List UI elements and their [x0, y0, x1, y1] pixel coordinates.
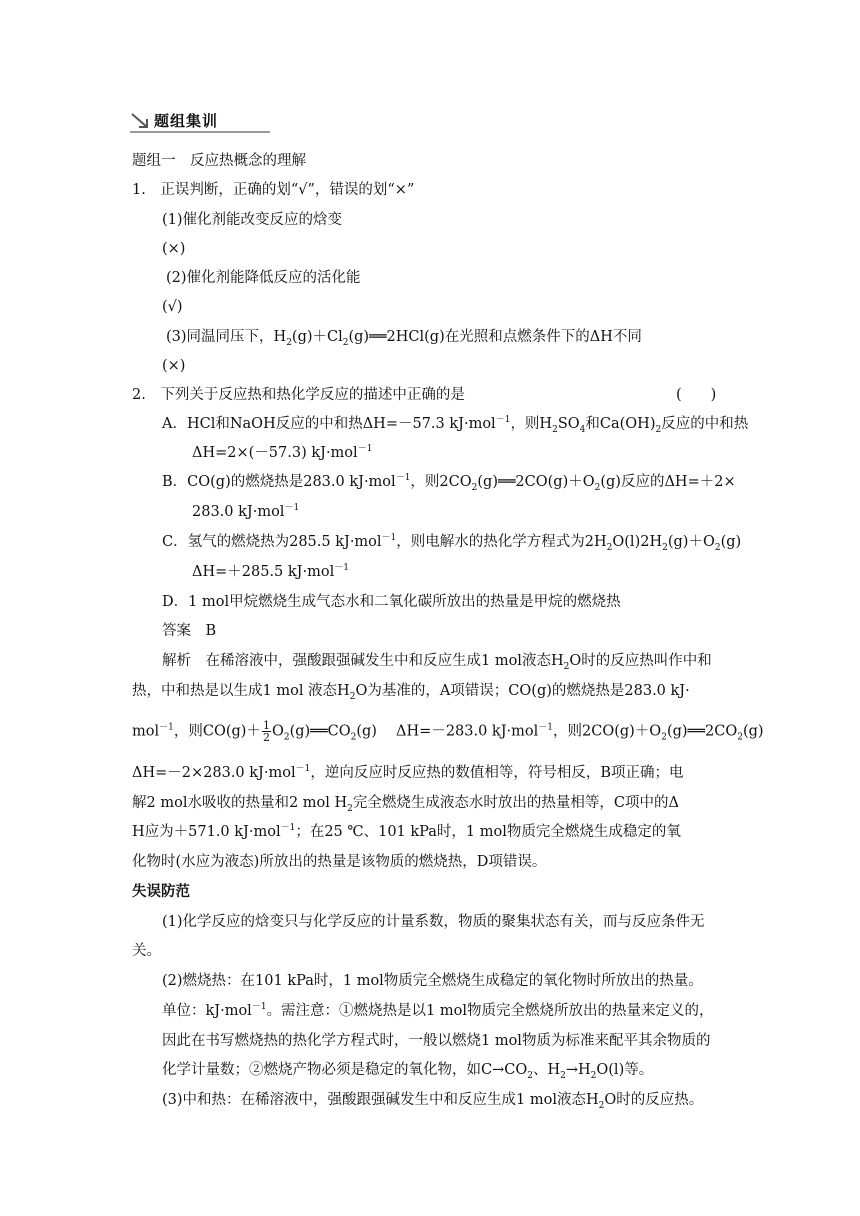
text-run: (3)同温同压下，H: [166, 329, 287, 345]
text-run: O(l)等。: [596, 1062, 654, 1078]
text-run: 、H: [532, 1062, 561, 1078]
text-run: ΔH=－2×283.0 kJ·mol: [132, 765, 296, 781]
answer-blank: ( ): [676, 387, 717, 403]
subscript: 2: [349, 691, 356, 702]
text-run: (g)══2CO: [666, 723, 738, 740]
q1-answer-1: (×): [162, 241, 186, 257]
text-run: ，逆向反应时反应热的数值相等，符号相反，B项正确；电: [310, 765, 684, 781]
superscript: －1: [159, 722, 174, 733]
subscript: 2: [661, 732, 667, 743]
text-run: 解2 mol水吸收的热量和2 mol H: [132, 795, 348, 811]
section-title: 题组集训: [154, 112, 219, 130]
text-run: (3)中和热：在稀溶液中，强酸跟强碱发生中和反应生成1 mol液态H: [162, 1092, 599, 1108]
text-run: (g)反应的ΔH=＋2×: [600, 474, 736, 490]
text-run: ，则CO(g)＋: [173, 723, 261, 740]
superscript: －1: [495, 415, 511, 426]
explanation-line-1: [162, 651, 712, 671]
subscript: 2: [350, 732, 357, 743]
text-run: 。需注意：①燃烧热是以1 mol物质完全燃烧所放出的热量来定义的，: [266, 1003, 714, 1019]
caution-p2-line-1: (2)燃烧热：在101 kPa时，1 mol物质完全燃烧生成稳定的氧化物时所放出的热量。: [162, 973, 703, 989]
explanation-line-2: [132, 681, 690, 701]
superscript: －1: [538, 722, 553, 733]
arrow-icon: [130, 112, 150, 130]
text-run: ，则2CO(g)＋O: [553, 723, 662, 740]
subscript: 2: [527, 1070, 533, 1081]
text-run: 热，中和热是以生成1 mol 液态H: [132, 683, 350, 699]
caution-title: 失误防范: [132, 884, 190, 900]
subscript: 2: [342, 337, 349, 348]
text-run: →H: [565, 1062, 591, 1078]
superscript: －1: [284, 503, 300, 514]
subscript: 2: [594, 482, 601, 493]
text-run: 化学计量数；②燃烧产物必须是稳定的氧化物，如C→CO: [162, 1062, 528, 1078]
caution-p2-line-4: [162, 1060, 653, 1080]
text-run: C．氢气的燃烧热为285.5 kJ·mol: [162, 534, 382, 550]
q1-stem: 1. 正误判断，正确的划“√”，错误的划“×”: [132, 182, 415, 198]
subscript: 2: [662, 542, 668, 553]
text-run: 283.0 kJ·mol: [192, 504, 285, 520]
text-run: (g): [720, 534, 742, 550]
text-run: O时的反应热。: [604, 1092, 704, 1108]
text-run: 反应的中和热: [661, 416, 749, 432]
text-run: O为基准的，A项错误；CO(g)的燃烧热是283.0 kJ·: [355, 683, 690, 699]
text-run: (g)＋O: [667, 534, 715, 550]
q1-item-1: (1)催化剂能改变反应的焓变: [162, 212, 343, 228]
text-run: B．CO(g)的燃烧热是283.0 kJ·mol: [162, 474, 396, 490]
superscript: －1: [334, 563, 349, 574]
text-run: (g): [742, 723, 764, 740]
text-run: (g)══2CO(g)＋O: [477, 474, 595, 490]
subscript: 2: [347, 803, 353, 814]
fraction-one-half: $\frac{1}{2}$: [262, 719, 270, 744]
q1-item-2: (2)催化剂能降低反应的活化能: [166, 270, 361, 286]
text-run: 和Ca(OH): [585, 416, 656, 432]
text-run: H应为＋571.0 kJ·mol: [132, 824, 281, 840]
option-b-line-2: [192, 502, 299, 522]
q1-answer-2: (√): [162, 299, 183, 315]
option-a-line-1: [162, 414, 748, 434]
superscript: －1: [295, 764, 311, 775]
text-run: (g)══2HCl(g)在光照和点燃条件下的ΔH不同: [348, 329, 642, 345]
text-run: mol: [132, 723, 160, 740]
text-run: 单位：kJ·mol: [162, 1003, 252, 1019]
subscript: 2: [283, 732, 290, 743]
text-run: SO: [557, 416, 580, 432]
text-run: (g)══CO: [289, 723, 351, 740]
q1-answer-3: (×): [162, 358, 186, 374]
subscript: 2: [737, 732, 743, 743]
section-rule: [130, 131, 270, 133]
text-run: O: [271, 723, 284, 740]
q1-item-3: [166, 327, 642, 347]
text-run: A．HCl和NaOH反应的中和热ΔH=－57.3 kJ·mol: [162, 416, 496, 432]
subscript: 2: [655, 424, 662, 435]
text-run: ，则2CO: [410, 474, 472, 490]
q2-stem: 2. 下列关于反应热和热化学反应的描述中正确的是: [132, 387, 465, 403]
option-b-line-1: [162, 472, 736, 492]
superscript: －1: [381, 533, 397, 544]
text-run: O(l)2H: [612, 534, 663, 550]
superscript: －1: [280, 823, 296, 834]
caution-p2-line-3: 因此在书写燃烧热的热化学方程式时，一般以燃烧1 mol物质为标准来配平其余物质的: [162, 1033, 711, 1049]
explanation-line-4: [132, 763, 683, 783]
caution-p1-line-2: 关。: [132, 943, 161, 959]
subscript: 2: [286, 337, 292, 348]
group-title: 题组一 反应热概念的理解: [132, 153, 306, 169]
text-run: ，则电解水的热化学方程式为2H: [396, 534, 607, 550]
subscript: 2: [552, 424, 558, 435]
text-run: (g) ΔH=－283.0 kJ·mol: [356, 723, 539, 740]
explanation-line-6: [132, 822, 681, 842]
subscript: 2: [590, 1070, 597, 1081]
option-d: D．1 mol甲烷燃烧生成气态水和二氧化碳所放出的热量是甲烷的燃烧热: [162, 594, 621, 610]
option-c-line-1: [162, 532, 741, 552]
subscript: 2: [560, 1070, 566, 1081]
subscript: 2: [714, 542, 721, 553]
subscript: 2: [471, 482, 478, 493]
subscript: 2: [598, 1100, 605, 1111]
superscript: －1: [357, 444, 373, 455]
subscript: 4: [579, 424, 586, 435]
explanation-line-5: [132, 793, 679, 813]
text-run: O时的反应热叫作中和: [569, 653, 712, 669]
caution-p3-line-1: [162, 1090, 703, 1110]
text-run: ΔH=2×(－57.3) kJ·mol: [192, 445, 358, 461]
option-c-line-2: [192, 562, 349, 582]
superscript: －1: [395, 473, 411, 484]
answer: 答案 B: [162, 623, 217, 639]
subscript: 2: [606, 542, 613, 553]
explanation-line-7: 化物时(水应为液态)所放出的热量是该物质的燃烧热，D项错误。: [132, 854, 547, 870]
superscript: －1: [251, 1002, 267, 1013]
caution-p1-line-1: (1)化学反应的焓变只与化学反应的计量系数，物质的聚集状态有关，而与反应条件无: [162, 914, 705, 930]
text-run: 完全燃烧生成液态水时放出的热量相等，C项中的Δ: [352, 795, 679, 811]
subscript: 2: [563, 661, 570, 672]
text-run: 解析 在稀溶液中，强酸跟强碱发生中和反应生成1 mol液态H: [162, 653, 564, 669]
explanation-line-3: [132, 720, 764, 743]
text-run: ；在25 ℃、101 kPa时，1 mol物质完全燃烧生成稳定的氧: [295, 824, 681, 840]
text-run: ，则H: [510, 416, 553, 432]
option-a-line-2: [192, 443, 372, 463]
section-header: [130, 110, 270, 132]
text-run: ΔH=＋285.5 kJ·mol: [192, 564, 335, 580]
caution-p2-line-2: [162, 1001, 714, 1021]
text-run: (g)＋Cl: [291, 329, 343, 345]
